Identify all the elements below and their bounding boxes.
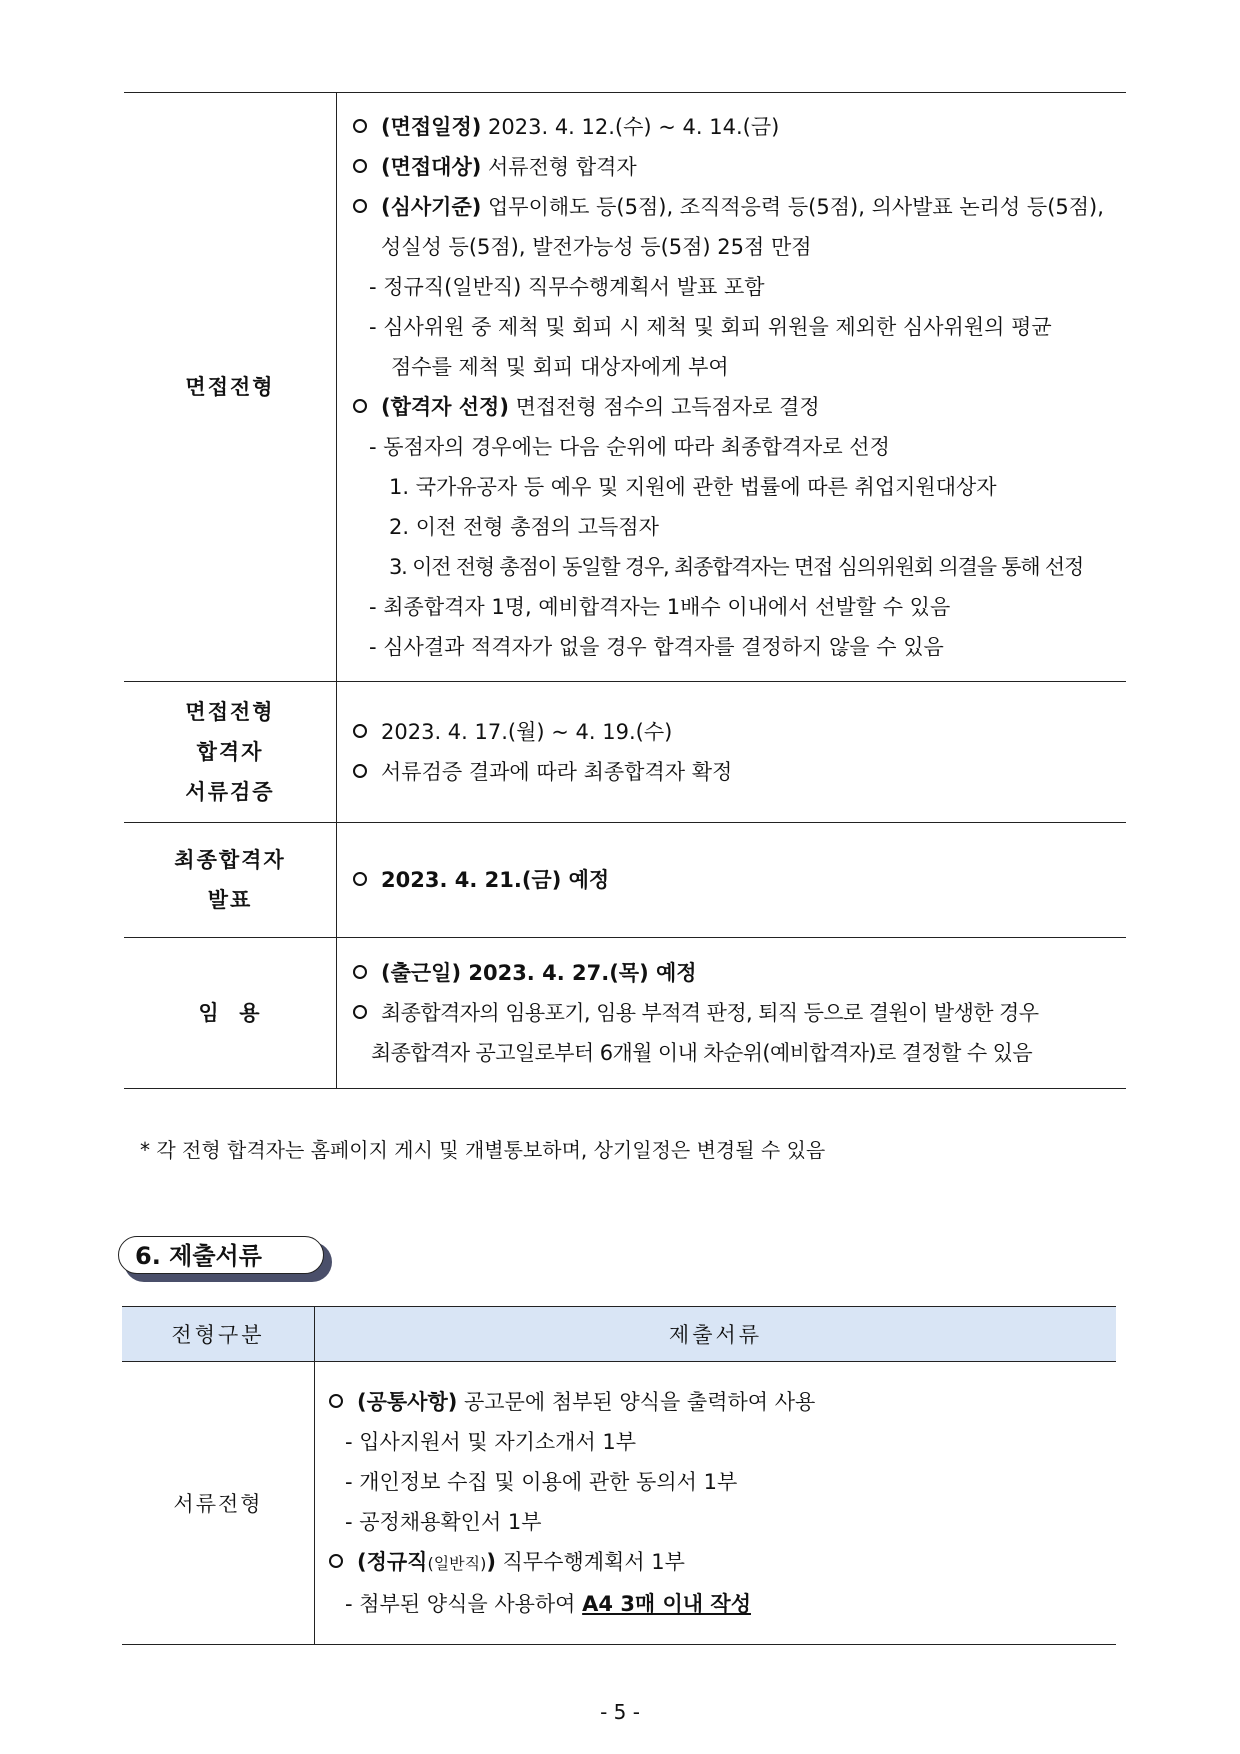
- list-item: 최종합격자의 임용포기, 임용 부적격 판정, 퇴직 등으로 결원이 발생한 경우: [353, 993, 1126, 1033]
- bullet-circle-icon: [353, 119, 367, 133]
- list-item: - 입사지원서 및 자기소개서 1부: [345, 1430, 637, 1454]
- bullet-circle-icon: [353, 965, 367, 979]
- list-item: (면접일정) 2023. 4. 12.(수) ~ 4. 14.(금): [353, 107, 1126, 147]
- list-item: - 첨부된 양식을 사용하여 A4 3매 이내 작성: [345, 1592, 751, 1616]
- header-category: 전형구분: [122, 1307, 315, 1362]
- list-item: 점수를 제척 및 회피 대상자에게 부여: [391, 355, 729, 379]
- list-item: (심사기준) 업무이해도 등(5점), 조직적응력 등(5점), 의사발표 논리성 등(5점),: [353, 187, 1126, 227]
- bullet-circle-icon: [353, 159, 367, 173]
- footnote: * 각 전형 합격자는 홈페이지 게시 및 개별통보하며, 상기일정은 변경될 수 있음: [140, 1138, 826, 1162]
- page-number: - 5 -: [600, 1700, 640, 1724]
- header-documents: 제출서류: [315, 1307, 1117, 1362]
- section-title: 6. 제출서류: [118, 1236, 324, 1274]
- list-item: - 심사결과 적격자가 없을 경우 합격자를 결정하지 않을 수 있음: [369, 635, 944, 659]
- announce-content: [337, 823, 1127, 938]
- bullet-circle-icon: [353, 724, 367, 738]
- list-item: (출근일) 2023. 4. 27.(목) 예정: [353, 953, 1126, 993]
- list-item: 성실성 등(5점), 발전가능성 등(5점) 25점 만점: [381, 235, 812, 259]
- bullet-circle-icon: [329, 1394, 343, 1408]
- interview-row: [124, 93, 1126, 682]
- list-item: - 심사위원 중 제척 및 회피 시 제척 및 회피 위원을 제외한 심사위원의 평균: [369, 315, 1052, 339]
- section-heading: [118, 1236, 332, 1280]
- table-row: [122, 1362, 1116, 1645]
- list-item: 2023. 4. 21.(금) 예정: [353, 860, 1126, 900]
- bullet-circle-icon: [353, 1005, 367, 1019]
- table-header-row: [122, 1307, 1116, 1362]
- bullet-circle-icon: [353, 764, 367, 778]
- announce-label: 최종합격자 발표: [124, 823, 337, 938]
- list-item: 2023. 4. 17.(월) ~ 4. 19.(수): [353, 712, 1126, 752]
- schedule-table: [124, 92, 1126, 1089]
- documents-table: [122, 1306, 1116, 1645]
- list-item: - 개인정보 수집 및 이용에 관한 동의서 1부: [345, 1470, 738, 1494]
- bullet-circle-icon: [353, 399, 367, 413]
- bullet-circle-icon: [329, 1554, 343, 1568]
- verify-content: [337, 682, 1127, 823]
- appoint-row: [124, 938, 1126, 1089]
- list-item: - 정규직(일반직) 직무수행계획서 발표 포함: [369, 275, 765, 299]
- list-item: 서류검증 결과에 따라 최종합격자 확정: [353, 752, 1126, 792]
- list-item: - 동점자의 경우에는 다음 순위에 따라 최종합격자로 선정: [369, 435, 890, 459]
- list-item: (합격자 선정) 면접전형 점수의 고득점자로 결정: [353, 387, 1126, 427]
- list-item: 1. 국가유공자 등 예우 및 지원에 관한 법률에 따른 취업지원대상자: [389, 475, 997, 499]
- verify-row: [124, 682, 1126, 823]
- list-item: (공통사항) 공고문에 첨부된 양식을 출력하여 사용: [329, 1382, 1116, 1422]
- list-item: - 최종합격자 1명, 예비합격자는 1배수 이내에서 선발할 수 있음: [369, 595, 951, 619]
- list-item: 3. 이전 전형 총점이 동일할 경우, 최종합격자는 면접 심의위원회 의결을 통해 선정: [389, 555, 1084, 579]
- row-label: 서류전형: [122, 1362, 315, 1645]
- appoint-label: 임 용: [124, 938, 337, 1089]
- bullet-circle-icon: [353, 872, 367, 886]
- list-item: (면접대상) 서류전형 합격자: [353, 147, 1126, 187]
- row-content: [315, 1362, 1117, 1645]
- interview-label: 면접전형: [124, 93, 337, 682]
- bullet-circle-icon: [353, 199, 367, 213]
- appoint-content: [337, 938, 1127, 1089]
- list-item: (정규직(일반직)) 직무수행계획서 1부: [329, 1542, 1116, 1584]
- announce-row: [124, 823, 1126, 938]
- list-item: - 공정채용확인서 1부: [345, 1510, 542, 1534]
- verify-label: 면접전형 합격자 서류검증: [124, 682, 337, 823]
- list-item: 최종합격자 공고일로부터 6개월 이내 차순위(예비합격자)로 결정할 수 있음: [371, 1041, 1033, 1065]
- interview-content: [337, 93, 1127, 682]
- list-item: 2. 이전 전형 총점의 고득점자: [389, 515, 659, 539]
